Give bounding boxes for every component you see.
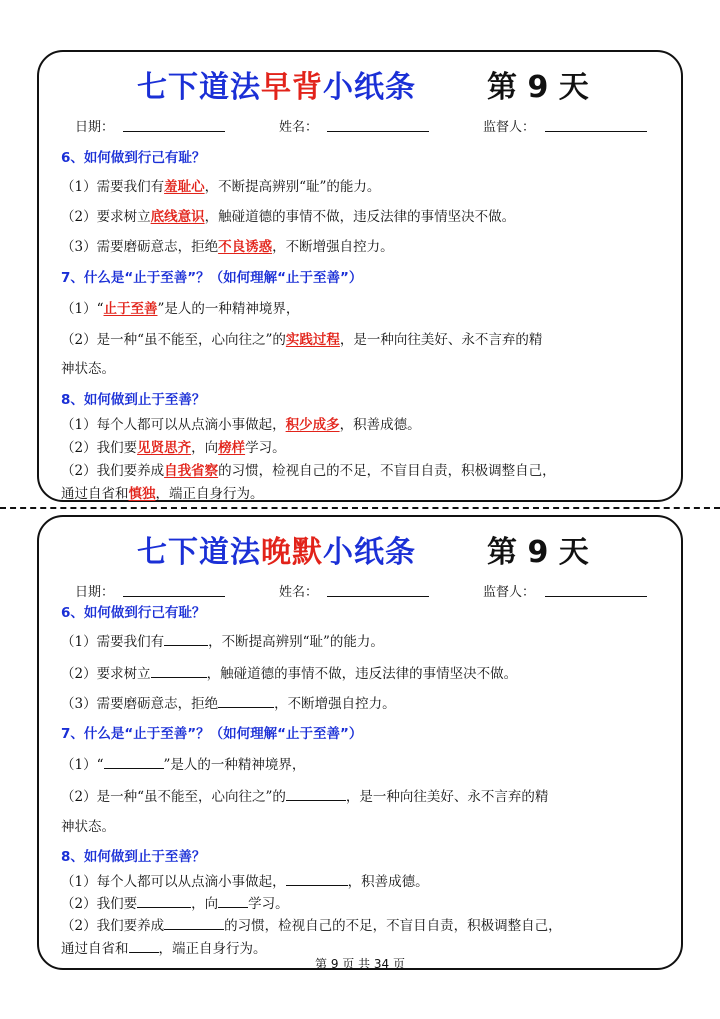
name-label: 姓名： [279, 120, 319, 135]
answer-6-2: （2）要求树立底线意识，触碰道德的事情不做，违反法律的事情坚决不做。 [61, 209, 516, 225]
key-answer: 羞耻心 [164, 179, 205, 195]
blank-8-2: （2）我们要 ，向 学习。 [61, 896, 289, 912]
answer-8-4: 通过自省和慎独，端正自身行为。 [61, 486, 264, 502]
answer-8-3: （2）我们要养成自我省察的习惯，检视自己的不足，不盲目自责，积极调整自己， [61, 463, 556, 479]
blank-7-2: （2）是一种“虽不能至，心向往之”的 ，是一种向往美好、永不言弃的精 [61, 789, 549, 805]
fill-blank[interactable] [286, 787, 346, 801]
evening-dictation-card [37, 515, 683, 970]
supervisor-label: 监督人： [483, 585, 536, 600]
question-8: 8、如何做到止于至善？ [61, 849, 206, 865]
fill-blank[interactable] [218, 694, 274, 708]
key-answer: 止于至善 [103, 301, 158, 317]
meta-row [39, 116, 681, 136]
blank-6-3: （3）需要磨砺意志，拒绝 ，不断增强自控力。 [61, 696, 396, 712]
card-header [39, 62, 681, 106]
name-field[interactable] [327, 131, 429, 132]
question-6: 6、如何做到行己有耻？ [61, 605, 206, 621]
key-answer: 自我省察 [164, 463, 219, 479]
key-answer: 榜样 [218, 440, 246, 456]
answer-7-1: （1）“止于至善”是人的一种精神境界， [61, 301, 300, 317]
key-answer: 底线意识 [150, 209, 205, 225]
date-field[interactable] [123, 596, 225, 597]
meta-row [39, 581, 681, 601]
title-prefix: 七下道法 [137, 70, 261, 105]
answer-7-2: （2）是一种“虽不能至，心向往之”的实践过程，是一种向往美好、永不言弃的精 [61, 332, 543, 348]
blank-8-4: 通过自省和 ，端正自身行为。 [61, 941, 267, 957]
title-prefix: 七下道法 [137, 535, 261, 570]
answer-7-2-cont: 神状态。 [61, 361, 115, 377]
fill-blank[interactable] [137, 894, 191, 908]
day-label: 第 9 天 [487, 70, 589, 105]
morning-recite-card [37, 50, 683, 502]
blank-8-3: （2）我们要养成 的习惯，检视自己的不足，不盲目自责，积极调整自己， [61, 918, 562, 934]
day-label: 第 9 天 [487, 535, 589, 570]
answer-6-3: （3）需要磨砺意志，拒绝不良诱惑，不断增强自控力。 [61, 239, 394, 255]
date-label: 日期： [75, 585, 115, 600]
fill-blank[interactable] [286, 872, 348, 886]
supervisor-field[interactable] [545, 596, 647, 597]
question-7: 7、什么是“止于至善”？（如何理解“止于至善”） [61, 726, 363, 742]
card-header [39, 527, 681, 571]
date-field[interactable] [123, 131, 225, 132]
key-answer: 慎独 [128, 486, 156, 502]
title-highlight: 晚默 [261, 535, 323, 570]
answer-6-1: （1）需要我们有羞耻心，不断提高辨别“耻”的能力。 [61, 179, 381, 195]
key-answer: 见贤思齐 [137, 440, 192, 456]
title-highlight: 早背 [261, 70, 323, 105]
fill-blank[interactable] [164, 632, 208, 646]
fill-blank[interactable] [104, 755, 164, 769]
page-number: 第 9 页 共 34 页 [315, 957, 405, 971]
key-answer: 积少成多 [285, 417, 340, 433]
blank-8-1: （1）每个人都可以从点滴小事做起， ，积善成德。 [61, 874, 429, 890]
supervisor-field[interactable] [545, 131, 647, 132]
fill-blank[interactable] [129, 939, 159, 953]
cut-line [0, 507, 720, 509]
fill-blank[interactable] [151, 664, 207, 678]
fill-blank[interactable] [218, 894, 248, 908]
fill-blank[interactable] [164, 916, 224, 930]
blank-6-2: （2）要求树立 ，触碰道德的事情不做，违反法律的事情坚决不做。 [61, 666, 518, 682]
key-answer: 实践过程 [285, 332, 340, 348]
blank-7-2-cont: 神状态。 [61, 819, 115, 835]
title-suffix: 小纸条 [323, 535, 416, 570]
card-title [137, 62, 416, 106]
blank-6-1: （1）需要我们有 ，不断提高辨别“耻”的能力。 [61, 634, 384, 650]
answer-8-2: （2）我们要见贤思齐，向榜样学习。 [61, 440, 286, 456]
question-8: 8、如何做到止于至善？ [61, 392, 206, 408]
name-field[interactable] [327, 596, 429, 597]
supervisor-label: 监督人： [483, 120, 536, 135]
question-6: 6、如何做到行己有耻？ [61, 150, 206, 166]
key-answer: 不良诱惑 [218, 239, 273, 255]
date-label: 日期： [75, 120, 115, 135]
question-7: 7、什么是“止于至善”？（如何理解“止于至善”） [61, 270, 363, 286]
answer-8-1: （1）每个人都可以从点滴小事做起，积少成多，积善成德。 [61, 417, 421, 433]
name-label: 姓名： [279, 585, 319, 600]
blank-7-1: （1）“ ”是人的一种精神境界， [61, 757, 306, 773]
title-suffix: 小纸条 [323, 70, 416, 105]
card-title [137, 527, 416, 571]
